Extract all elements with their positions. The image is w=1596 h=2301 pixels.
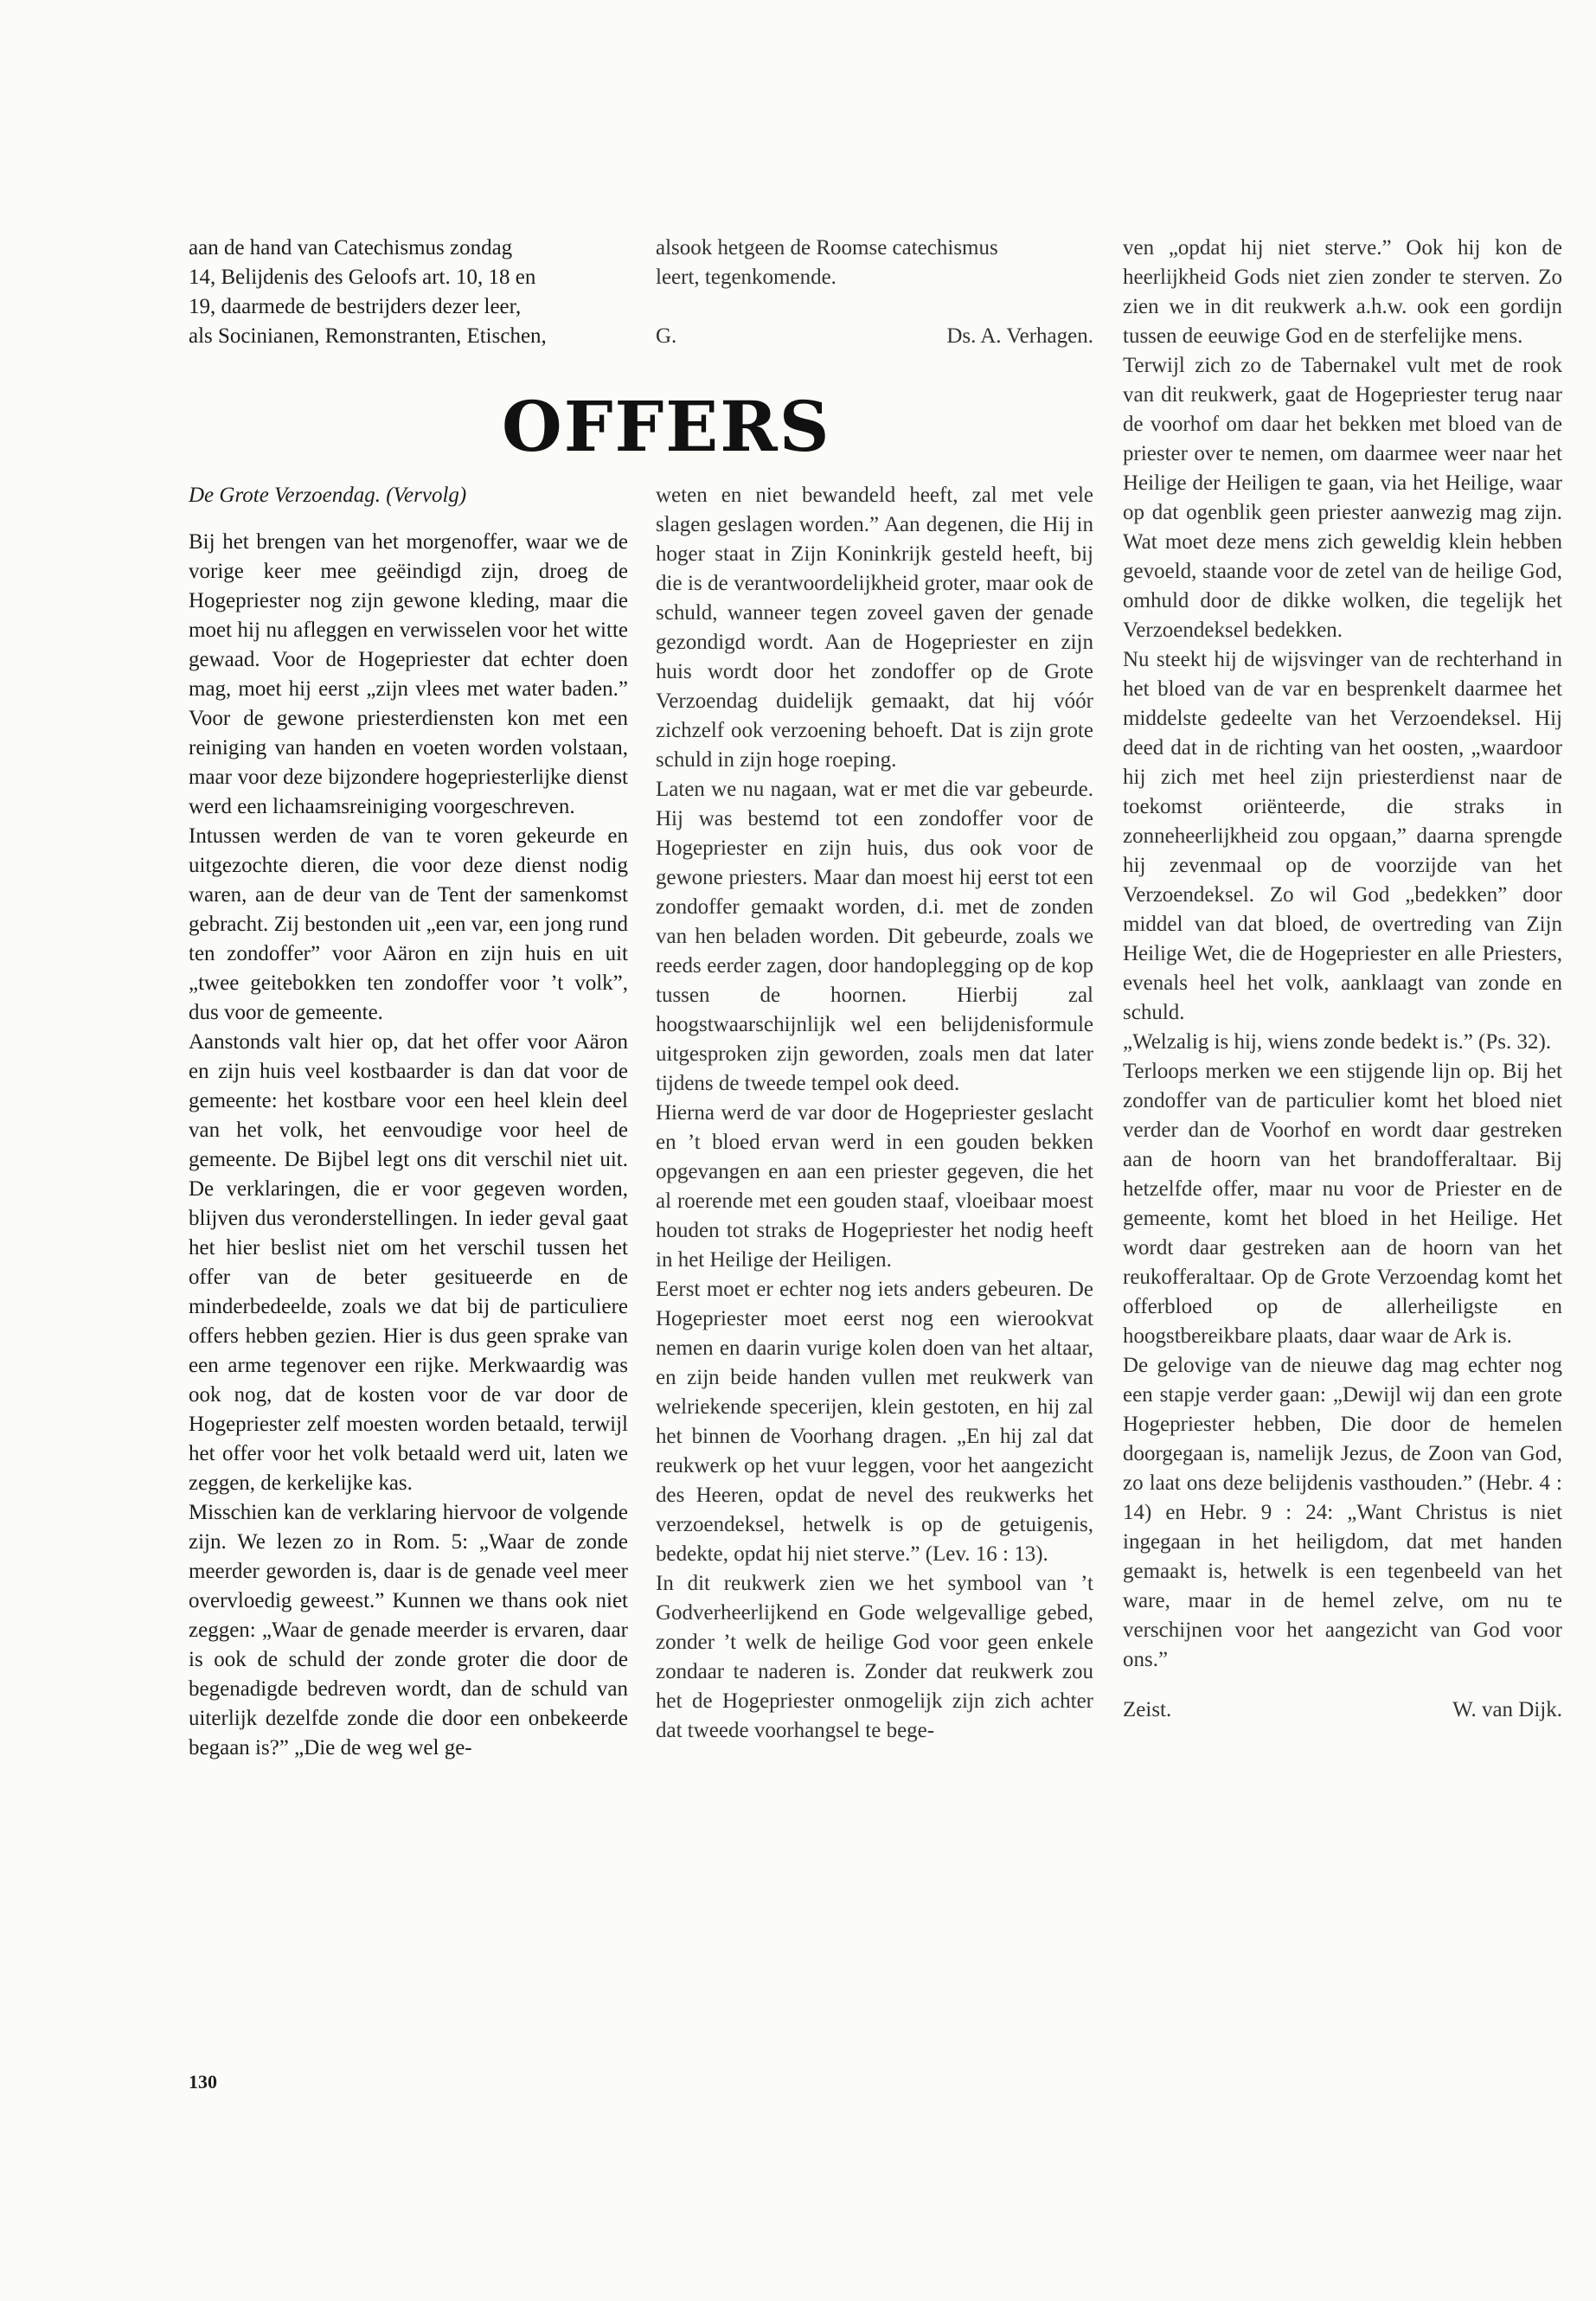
paragraph: Aanstonds valt hier op, dat het offer voor Aäron en zijn huis veel kostbaarder is dan dat voor de gemeente: het kostbare voor een heel klein deel van het volk, het eenvoudige voor heel de gemeente. De Bijbel legt ons dit verschil niet uit. De verklaringen, die er voor gegeven worden, blijven dus veronderstellingen. In ieder geval gaat het hier beslist niet om het verschil tussen het offer van de beter gesitueerde en de minderbedeelde, zoals we dat bij de particuliere offers hebben gezien. Hier is dus geen sprake van een arme tegenover een rijke. Merkwaardig was ook nog, dat de kosten voor de var door de Hogepriester zelf moesten worden betaald, terwijl het offer voor het volk betaald werd uit, laten we zeggen, de kerkelijke kas. xyxy=(189,1030,628,1495)
intro-signature xyxy=(656,322,1093,351)
paragraph: Misschien kan de verklaring hiervoor de volgende zijn. We lezen zo in Rom. 5: „Waar de zonde meerder geworden is, daar is de genade veel meer overvloedig geweest.” Kunnen we thans ook niet zeggen: „Waar de genade meerder is ervaren, daar is ook de schuld der zonde groter die door de begenadigde bedreven wordt, dan de schuld van uiterlijk dezelfde zonde die door een onbekeerde begaan is?” „Die de weg wel ge- xyxy=(189,1501,628,1759)
paragraph: In dit reukwerk zien we het symbool van ’t Godverheerlijkend en Gode welgevallige gebed, zonder ’t welk de heilige God voor geen enkele zondaar te naderen is. Zonder dat reukwerk zou het de Hogepriester onmogelijk zijn zich achter dat tweede voorhangsel te bege- xyxy=(656,1572,1093,1742)
paragraph: ven „opdat hij niet sterve.” Ook hij kon de heerlijkheid Gods niet zien zonder te sterven. Zo zien we in dit reukwerk a.h.w. ook een gordijn tussen de eeuwige God en de sterfelijke mens. xyxy=(1123,236,1562,348)
intro-signature-author: Ds. A. Verhagen. xyxy=(946,324,1093,348)
paragraph: De gelovige van de nieuwe dag mag echter nog een stapje verder gaan: „Dewijl wij dan een grote Hogepriester hebben, Die door de hemelen doorgegaan is, namelijk Jezus, de Zoon van God, zo laat ons deze belijdenis vasthouden.” (Hebr. 4 : 14) en Hebr. 9 : 24: „Want Christus is niet ingegaan in het heiligdom, dat met handen gemaakt is, hetwelk is een tegenbeeld van het ware, maar in de hemel zelve, om nu te verschijnen voor het aangezicht van God voor ons.” xyxy=(1123,1354,1562,1671)
paragraph: Nu steekt hij de wijsvinger van de rechterhand in het bloed van de var en besprenkelt daarmee het middelste gedeelte van het Verzoendeksel. Hij deed dat in de richting van het oosten, „waardoor hij zich met heel zijn priesterdienst naar de toekomst oriënteerde, die straks in zonneheerlijkheid zou opgaan,” daarna sprengde hij zevenmaal op de voorzijde van het Verzoendeksel. Zo wil God „bedekken” door middel van dat bloed, de overtreding van Zijn Heilige Wet, die de Hogepriester en alle Priesters, evenals heel het volk, aanklaagt van zonde en schuld. xyxy=(1123,648,1562,1024)
intro-line: 14, Belijdenis des Geloofs art. 10, 18 en xyxy=(189,266,536,289)
paragraph: Hierna werd de var door de Hogepriester geslacht en ’t bloed ervan werd in een gouden bekken opgevangen en aan een priester gegeven, die het al roerende met een gouden staaf, vloeibaar moest houden tot straks de Hogepriester het nodig heeft in het Heilige der Heiligen. xyxy=(656,1101,1093,1272)
article-column-3 xyxy=(1123,234,1562,1725)
article-column-1 xyxy=(189,481,628,1763)
page-number: 130 xyxy=(189,2071,217,2093)
paragraph: Eerst moet er echter nog iets anders gebeuren. De Hogepriester moet eerst nog een wierookvat nemen en daarin vurige kolen doen van het altaar, en zijn beide handen vullen met reukwerk van welriekende specerijen, klein gestoten, en hij zal het binnen de Voorhang dragen. „En hij zal dat reukwerk op het vuur leggen, voor het aangezicht des Heeren, opdat de nevel des reukwerks het verzoendeksel, hetwelk is op de getuigenis, bedekte, opdat hij niet sterve.” (Lev. 16 : 13). xyxy=(656,1278,1093,1566)
intro-column-2 xyxy=(656,234,1093,351)
paragraph: Terloops merken we een stijgende lijn op. Bij het zondoffer van de particulier komt het bloed niet verder dan de Voorhof en wordt daar gestreken aan de hoorn van het brandofferaltaar. Bij hetzelfde offer, maar nu voor de Priester en de gemeente, komt het bloed in het Heilige. Het wordt daar gestreken aan de hoorn van het reukofferaltaar. Op de Grote Verzoendag komt het offerbloed op de allerheiligste en hoogstbereikbare plaats, daar waar de Ark is. xyxy=(1123,1060,1562,1348)
signature-place: Zeist. xyxy=(1123,1698,1172,1721)
paragraph: Terwijl zich zo de Tabernakel vult met de rook van dit reukwerk, gaat de Hogepriester terug naar de voorhof om daar het bekken met bloed van de priester over te nemen, om daarmee weer naar het Heilige der Heiligen te gaan, via het Heilige, waar op dat ogenblik geen priester aanwezig mag zijn. Wat moet deze mens zich geweldig klein hebben gevoeld, staande voor de zetel van de heilige God, omhuld door de dikke wolken, die tegelijk het Verzoendeksel bedekken. xyxy=(1123,354,1562,642)
intro-line: als Socinianen, Remonstranten, Etischen, xyxy=(189,324,547,348)
paragraph: Bij het brengen van het morgenoffer, waar we de vorige keer mee geëindigd zijn, droeg de Hogepriester nog zijn gewone kleding, maar die moet hij nu afleggen en verwisselen voor het witte gewaad. Voor de Hogepriester dat echter doen mag, moet hij eerst „zijn vlees met water baden.” Voor de gewone priesterdiensten kon met een reiniging van handen en voeten worden volstaan, maar voor deze bijzondere hogepriesterlijke dienst werd een lichaamsreiniging voorgeschreven. xyxy=(189,530,628,818)
article-title: OFFERS xyxy=(502,386,831,467)
intro-line: aan de hand van Catechismus zondag xyxy=(189,236,513,260)
article-subtitle: De Grote Verzoendag. (Vervolg) xyxy=(189,484,467,507)
signature-author: W. van Dijk. xyxy=(1452,1698,1562,1721)
article-signature xyxy=(1123,1695,1562,1725)
paragraph: Laten we nu nagaan, wat er met die var gebeurde. Hij was bestemd tot een zondoffer voor de Hogepriester en zijn huis, dus ook voor de gewone priesters. Maar dan moest hij eerst tot een zondoffer gemaakt worden, d.i. met de zonden van hen beladen worden. Dit gebeurde, zoals we reeds eerder zagen, door handoplegging op de kop tussen de hoornen. Hierbij zal hoogstwaarschijnlijk wel een belijdenisformule uitgesproken zijn geworden, zoals men dat later tijdens de tweede tempel ook deed. xyxy=(656,778,1093,1095)
paragraph: „Welzalig is hij, wiens zonde bedekt is.” (Ps. 32). xyxy=(1123,1030,1552,1054)
intro-line: 19, daarmede de bestrijders dezer leer, xyxy=(189,295,522,318)
paragraph: Intussen werden de van te voren gekeurde en uitgezochte dieren, die voor deze dienst nodig waren, aan de deur van de Tent der samenkomst gebracht. Zij bestonden uit „een var, een jong rund ten zondoffer” voor Aäron en zijn huis en uit „twee geitebokken ten zondoffer voor ’t volk”, dus voor de gemeente. xyxy=(189,824,628,1024)
paragraph: weten en niet bewandeld heeft, zal met vele slagen geslagen worden.” Aan degenen, die Hij in hoger staat in Zijn Koninkrijk gesteld heeft, bij die is de verantwoordelijkheid groter, maar ook de schuld, wanneer tegen zoveel gaven der genade gezondigd wordt. Aan de Hogepriester en zijn huis wordt door het zondoffer op de Grote Verzoendag duidelijk gemaakt, dat hij vóór zichzelf ook verzoening behoeft. Dat is zijn grote schuld in zijn hoge roeping. xyxy=(656,484,1093,772)
article-column-2 xyxy=(656,481,1093,1746)
intro-line: alsook hetgeen de Roomse catechismus xyxy=(656,236,998,260)
intro-signature-initial: G. xyxy=(656,324,677,348)
intro-line: leert, tegenkomende. xyxy=(656,266,836,289)
intro-column-1 xyxy=(189,234,628,351)
